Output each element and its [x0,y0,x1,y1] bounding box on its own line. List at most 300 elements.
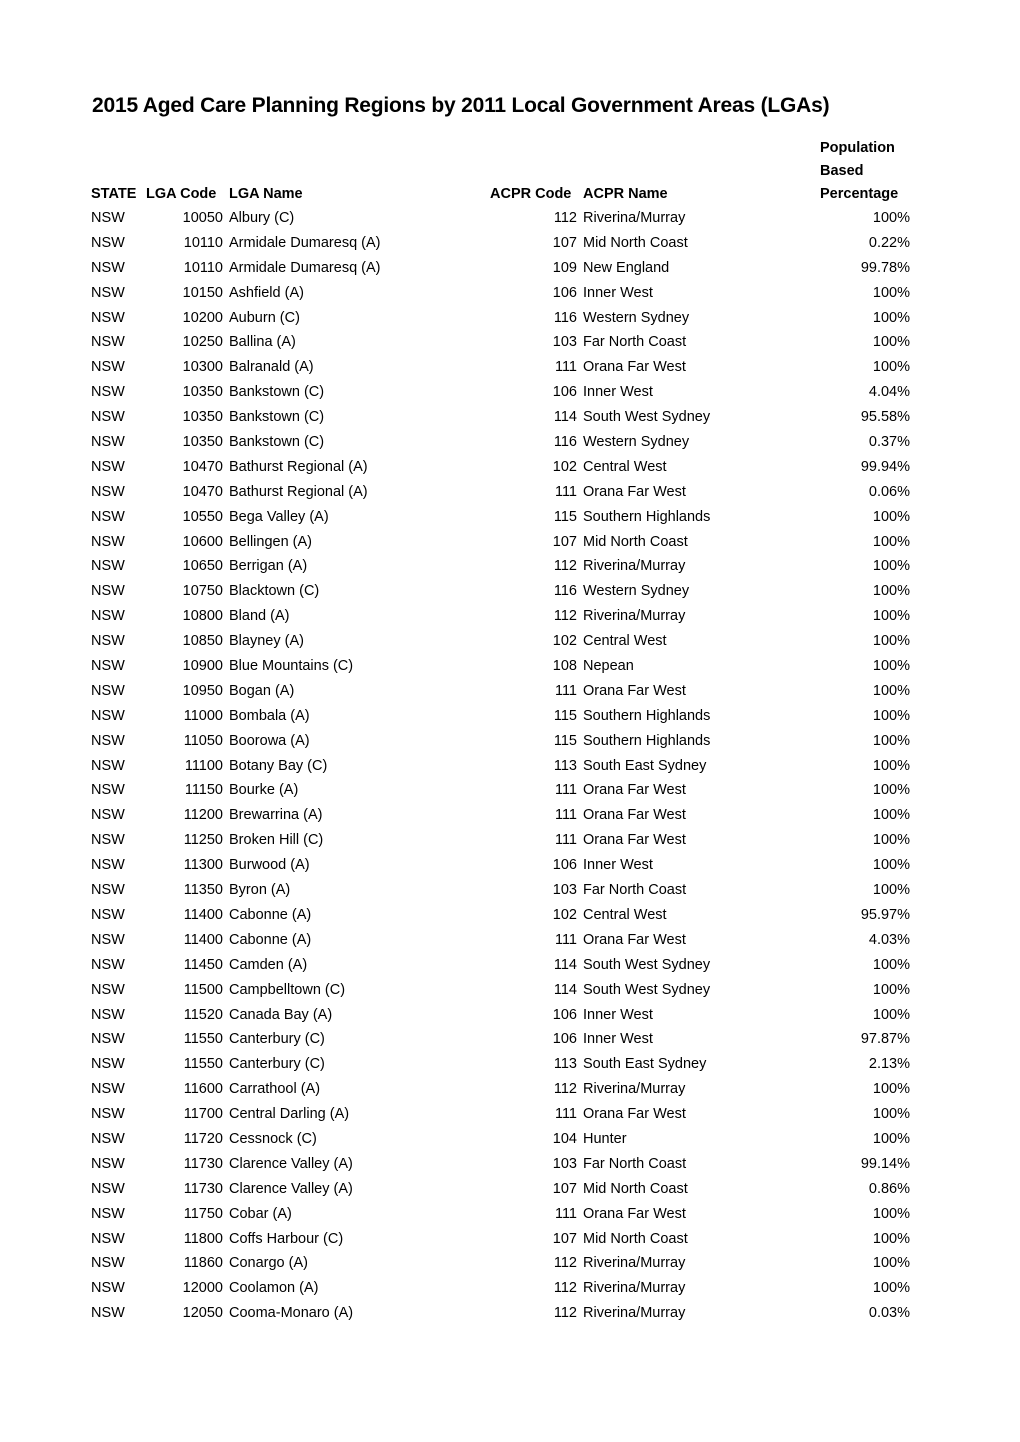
table-row [0,1127,1020,1152]
header-lga-code: LGA Code [146,186,217,202]
cell-percentage: 100% [872,210,910,226]
cell-lga-name: Bourke (A) [229,782,299,799]
cell-lga-name: Bankstown (C) [229,384,325,401]
cell-lga-name: Blacktown (C) [229,583,320,600]
cell-acpr-name: Inner West [583,1006,653,1023]
cell-percentage: 100% [872,633,910,650]
cell-acpr-name: Orana Far West [583,931,686,948]
cell-lga-name: Clarence Valley (A) [229,1155,353,1172]
cell-acpr-code: 114 [553,981,577,998]
table-row [0,1152,1020,1177]
cell-state: NSW [91,384,125,401]
cell-acpr-code: 109 [552,259,577,276]
header-percentage-line2: Based [820,163,864,179]
cell-lga-name: Bathurst Regional (A) [229,458,368,475]
cell-lga-code: 10300 [182,359,223,376]
cell-acpr-code: 116 [553,309,577,326]
cell-percentage: 100% [872,707,910,724]
table-row [0,355,1020,380]
table-row [0,1077,1020,1102]
cell-acpr-name: Orana Far West [583,1205,686,1222]
cell-state: NSW [91,210,125,226]
cell-lga-code: 11600 [183,1081,223,1098]
header-percentage-line1: Population [820,140,895,156]
table-row [0,1003,1020,1028]
cell-lga-code: 10350 [182,434,223,451]
cell-percentage: 100% [872,882,910,899]
cell-state: NSW [91,757,125,774]
cell-acpr-name: Southern Highlands [583,732,711,749]
cell-lga-code: 11500 [183,981,223,998]
cell-state: NSW [91,259,125,276]
cell-acpr-name: Far North Coast [583,334,687,351]
table-row [0,206,1020,231]
cell-lga-name: Carrathool (A) [229,1081,321,1098]
table-row [0,978,1020,1003]
cell-lga-code: 11860 [183,1255,223,1272]
cell-percentage: 0.06% [868,483,910,500]
cell-lga-code: 11250 [183,832,223,849]
cell-state: NSW [91,359,125,376]
cell-lga-code: 11000 [183,707,223,724]
cell-acpr-code: 112 [553,608,577,625]
cell-acpr-name: Orana Far West [583,807,686,824]
table-row [0,1301,1020,1326]
cell-lga-name: Bega Valley (A) [229,508,329,525]
cell-acpr-code: 108 [552,658,577,675]
cell-lga-code: 12000 [182,1280,223,1297]
cell-state: NSW [91,483,125,500]
cell-state: NSW [91,807,125,824]
cell-percentage: 100% [872,682,910,699]
cell-acpr-code: 111 [554,1205,577,1222]
table-row [0,579,1020,604]
table-row [0,1251,1020,1276]
cell-acpr-code: 111 [554,359,577,376]
table-row [0,281,1020,306]
cell-state: NSW [91,1106,125,1123]
cell-state: NSW [91,707,125,724]
cell-lga-name: Camden (A) [229,956,308,973]
cell-lga-name: Coolamon (A) [229,1280,319,1297]
cell-lga-code: 11400 [183,906,223,923]
cell-lga-code: 11730 [183,1180,223,1197]
cell-percentage: 100% [872,757,910,774]
cell-acpr-code: 102 [552,633,577,650]
cell-percentage: 100% [872,284,910,301]
cell-acpr-name: South East Sydney [583,1056,707,1073]
cell-acpr-code: 106 [552,384,577,401]
cell-acpr-name: South West Sydney [583,981,711,998]
header-acpr-name: ACPR Name [583,186,668,202]
cell-lga-name: Armidale Dumaresq (A) [229,234,381,251]
cell-acpr-name: Mid North Coast [583,533,688,550]
cell-percentage: 100% [872,658,910,675]
cell-lga-code: 10350 [182,384,223,401]
cell-lga-code: 12050 [182,1305,223,1322]
cell-lga-name: Cabonne (A) [229,931,312,948]
cell-lga-code: 10850 [182,633,223,650]
cell-acpr-name: South West Sydney [583,956,711,973]
cell-state: NSW [91,309,125,326]
cell-acpr-name: Central West [583,906,667,923]
table-row [0,430,1020,455]
cell-lga-name: Armidale Dumaresq (A) [229,259,381,276]
table-row [0,928,1020,953]
cell-acpr-code: 115 [553,707,577,724]
cell-state: NSW [91,284,125,301]
cell-lga-name: Bathurst Regional (A) [229,483,368,500]
cell-lga-code: 10550 [182,508,223,525]
table-row [0,1027,1020,1052]
cell-lga-code: 10750 [182,583,223,600]
cell-state: NSW [91,1155,125,1172]
cell-lga-name: Broken Hill (C) [229,832,324,849]
cell-acpr-name: Southern Highlands [583,707,711,724]
table-row [0,878,1020,903]
cell-acpr-code: 106 [552,1006,577,1023]
cell-lga-code: 11200 [183,807,223,824]
cell-state: NSW [91,732,125,749]
cell-state: NSW [91,906,125,923]
cell-acpr-name: Orana Far West [583,359,686,376]
table-row [0,953,1020,978]
cell-percentage: 100% [872,1006,910,1023]
cell-lga-name: Bellingen (A) [229,533,313,550]
table-row [0,803,1020,828]
cell-percentage: 100% [872,608,910,625]
cell-acpr-name: Western Sydney [583,309,690,326]
cell-lga-name: Albury (C) [229,210,295,226]
cell-acpr-code: 107 [552,1230,577,1247]
table-row [0,405,1020,430]
cell-state: NSW [91,409,125,426]
cell-lga-code: 11150 [184,782,223,799]
cell-percentage: 100% [872,782,910,799]
cell-acpr-code: 111 [554,1106,577,1123]
cell-lga-code: 10110 [183,259,223,276]
cell-acpr-name: Riverina/Murray [583,210,686,226]
cell-lga-name: Canada Bay (A) [229,1006,333,1023]
cell-lga-code: 10350 [182,409,223,426]
cell-state: NSW [91,1230,125,1247]
cell-lga-code: 10900 [182,658,223,675]
cell-percentage: 100% [872,1081,910,1098]
cell-state: NSW [91,981,125,998]
cell-acpr-name: Southern Highlands [583,508,711,525]
cell-state: NSW [91,533,125,550]
cell-acpr-name: Riverina/Murray [583,558,686,575]
cell-state: NSW [91,1006,125,1023]
table-row [0,828,1020,853]
cell-lga-code: 10800 [182,608,223,625]
cell-lga-name: Berrigan (A) [229,558,308,575]
cell-lga-name: Ballina (A) [229,334,296,351]
cell-percentage: 0.86% [868,1180,910,1197]
cell-state: NSW [91,458,125,475]
cell-acpr-name: Orana Far West [583,483,686,500]
cell-acpr-code: 112 [553,210,577,226]
cell-acpr-code: 111 [554,682,577,699]
cell-lga-code: 11800 [183,1230,223,1247]
cell-acpr-name: Orana Far West [583,1106,686,1123]
cell-lga-name: Blue Mountains (C) [229,658,354,675]
cell-lga-name: Cabonne (A) [229,906,312,923]
table-row [0,679,1020,704]
cell-acpr-name: Far North Coast [583,1155,687,1172]
cell-acpr-name: Inner West [583,284,653,301]
cell-acpr-code: 111 [554,807,577,824]
cell-percentage: 99.78% [860,259,910,276]
cell-percentage: 100% [872,1130,910,1147]
cell-percentage: 99.94% [860,458,910,475]
cell-state: NSW [91,1180,125,1197]
table-row [0,1102,1020,1127]
cell-lga-code: 11350 [183,882,223,899]
cell-acpr-code: 112 [553,1280,577,1297]
cell-lga-name: Canterbury (C) [229,1031,325,1048]
cell-acpr-code: 113 [553,757,577,774]
cell-acpr-code: 115 [553,508,577,525]
cell-lga-code: 11720 [183,1130,223,1147]
cell-state: NSW [91,1056,125,1073]
cell-lga-name: Bankstown (C) [229,434,325,451]
cell-acpr-code: 113 [553,1056,577,1073]
cell-percentage: 100% [872,1106,910,1123]
cell-percentage: 0.22% [868,234,910,251]
cell-lga-name: Campbelltown (C) [229,981,346,998]
table-row [0,1177,1020,1202]
cell-acpr-name: Hunter [583,1130,627,1147]
cell-percentage: 100% [872,981,910,998]
cell-percentage: 100% [872,1205,910,1222]
table-row [0,754,1020,779]
cell-lga-code: 11730 [183,1155,223,1172]
cell-acpr-name: New England [583,259,670,276]
cell-acpr-code: 107 [552,234,577,251]
cell-lga-name: Blayney (A) [229,633,304,650]
cell-acpr-code: 111 [554,931,577,948]
cell-state: NSW [91,334,125,351]
cell-acpr-code: 103 [552,334,577,351]
cell-state: NSW [91,1255,125,1272]
table-row [0,1276,1020,1301]
cell-lga-code: 11100 [184,757,223,774]
cell-percentage: 2.13% [868,1056,910,1073]
cell-state: NSW [91,782,125,799]
cell-acpr-code: 112 [553,1255,577,1272]
cell-acpr-code: 106 [552,284,577,301]
cell-acpr-code: 107 [552,533,577,550]
cell-lga-name: Central Darling (A) [229,1106,350,1123]
cell-lga-name: Clarence Valley (A) [229,1180,353,1197]
cell-lga-name: Bombala (A) [229,707,310,724]
cell-acpr-name: Riverina/Murray [583,1081,686,1098]
lga-table-body [0,206,1020,1326]
cell-lga-name: Bland (A) [229,608,290,625]
cell-acpr-name: Far North Coast [583,882,687,899]
cell-acpr-code: 116 [553,434,577,451]
cell-acpr-name: Central West [583,633,667,650]
cell-lga-code: 10110 [183,234,223,251]
cell-acpr-name: Mid North Coast [583,234,688,251]
header-percentage-line3: Percentage [820,186,899,202]
cell-state: NSW [91,1031,125,1048]
cell-percentage: 100% [872,1255,910,1272]
cell-lga-code: 10650 [182,558,223,575]
cell-percentage: 4.03% [868,931,910,948]
cell-state: NSW [91,857,125,874]
cell-state: NSW [91,583,125,600]
cell-acpr-name: South West Sydney [583,409,711,426]
cell-acpr-code: 111 [554,782,577,799]
table-row [0,231,1020,256]
cell-lga-name: Bankstown (C) [229,409,325,426]
cell-acpr-code: 103 [552,882,577,899]
cell-percentage: 100% [872,558,910,575]
cell-acpr-code: 114 [553,409,577,426]
table-row [0,1227,1020,1252]
table-row [0,629,1020,654]
cell-percentage: 100% [872,309,910,326]
cell-lga-code: 11750 [183,1205,223,1222]
cell-lga-code: 10150 [182,284,223,301]
cell-percentage: 100% [872,334,910,351]
cell-percentage: 100% [872,807,910,824]
cell-acpr-name: Inner West [583,1031,653,1048]
cell-lga-code: 10950 [182,682,223,699]
cell-lga-name: Brewarrina (A) [229,807,323,824]
cell-lga-name: Conargo (A) [229,1255,308,1272]
header-acpr-code: ACPR Code [490,186,572,202]
cell-acpr-code: 103 [552,1155,577,1172]
cell-state: NSW [91,558,125,575]
cell-acpr-code: 112 [553,558,577,575]
cell-lga-code: 11550 [183,1031,223,1048]
table-row [0,380,1020,405]
cell-acpr-name: Orana Far West [583,682,686,699]
cell-percentage: 4.04% [868,384,910,401]
cell-percentage: 100% [872,533,910,550]
cell-acpr-name: Riverina/Murray [583,608,686,625]
cell-lga-code: 11450 [183,956,223,973]
header-lga-name: LGA Name [229,186,303,202]
cell-lga-code: 11400 [183,931,223,948]
cell-lga-code: 10470 [182,458,223,475]
cell-acpr-name: Western Sydney [583,434,690,451]
cell-acpr-name: Western Sydney [583,583,690,600]
cell-lga-name: Balranald (A) [229,359,314,376]
cell-state: NSW [91,1280,125,1297]
cell-acpr-code: 112 [553,1081,577,1098]
table-row [0,330,1020,355]
cell-state: NSW [91,234,125,251]
table-row [0,1052,1020,1077]
cell-percentage: 95.58% [860,409,910,426]
cell-lga-code: 10250 [182,334,223,351]
table-row [0,604,1020,629]
table-row [0,1202,1020,1227]
cell-lga-name: Botany Bay (C) [229,757,328,774]
cell-percentage: 0.37% [868,434,910,451]
cell-acpr-name: Nepean [583,658,634,675]
table-row [0,455,1020,480]
cell-percentage: 97.87% [860,1031,910,1048]
cell-acpr-code: 102 [552,458,577,475]
cell-lga-name: Canterbury (C) [229,1056,325,1073]
cell-percentage: 100% [872,956,910,973]
cell-percentage: 95.97% [860,906,910,923]
cell-lga-code: 10470 [182,483,223,500]
cell-acpr-name: Inner West [583,384,653,401]
table-row [0,505,1020,530]
cell-percentage: 100% [872,508,910,525]
cell-lga-code: 11700 [183,1106,223,1123]
cell-lga-code: 10600 [182,533,223,550]
cell-acpr-name: Riverina/Murray [583,1255,686,1272]
table-row [0,256,1020,281]
cell-acpr-name: Orana Far West [583,782,686,799]
cell-lga-name: Cessnock (C) [229,1130,317,1147]
cell-lga-code: 11050 [183,732,223,749]
cell-state: NSW [91,1305,125,1322]
table-row [0,306,1020,331]
table-row [0,778,1020,803]
cell-state: NSW [91,682,125,699]
cell-acpr-code: 106 [552,857,577,874]
cell-lga-name: Auburn (C) [229,309,300,326]
page-title: 2015 Aged Care Planning Regions by 2011 Local Government Areas (LGAs) [92,94,830,117]
cell-acpr-code: 107 [552,1180,577,1197]
cell-acpr-name: Riverina/Murray [583,1280,686,1297]
cell-percentage: 100% [872,832,910,849]
cell-state: NSW [91,1130,125,1147]
cell-lga-code: 11520 [183,1006,223,1023]
table-row [0,530,1020,555]
cell-percentage: 0.03% [868,1305,910,1322]
cell-acpr-code: 112 [553,1305,577,1322]
cell-state: NSW [91,882,125,899]
cell-acpr-name: Riverina/Murray [583,1305,686,1322]
cell-state: NSW [91,434,125,451]
cell-lga-name: Burwood (A) [229,857,310,874]
cell-lga-name: Cobar (A) [229,1205,292,1222]
cell-lga-code: 11300 [183,857,223,874]
cell-state: NSW [91,1081,125,1098]
cell-percentage: 100% [872,1230,910,1247]
cell-state: NSW [91,633,125,650]
cell-lga-name: Byron (A) [229,882,291,899]
cell-percentage: 100% [872,583,910,600]
cell-percentage: 99.14% [860,1155,910,1172]
cell-lga-code: 11550 [183,1056,223,1073]
table-row [0,554,1020,579]
table-row [0,853,1020,878]
cell-acpr-code: 115 [553,732,577,749]
cell-acpr-code: 104 [552,1130,577,1147]
cell-acpr-code: 106 [552,1031,577,1048]
table-row [0,729,1020,754]
cell-state: NSW [91,956,125,973]
table-row [0,480,1020,505]
cell-acpr-code: 102 [552,906,577,923]
cell-acpr-name: Orana Far West [583,832,686,849]
cell-percentage: 100% [872,1280,910,1297]
cell-acpr-name: Central West [583,458,667,475]
table-row [0,903,1020,928]
cell-lga-code: 10050 [182,210,223,226]
cell-acpr-name: Mid North Coast [583,1230,688,1247]
